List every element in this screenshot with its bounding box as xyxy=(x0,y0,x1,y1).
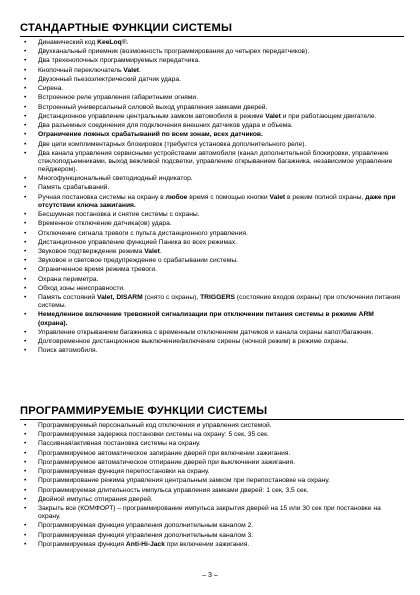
list-item xyxy=(20,329,404,337)
bold-text: Anti-Hi-Jack xyxy=(125,540,165,548)
bullet-icon: • xyxy=(24,338,27,346)
bullet-icon: • xyxy=(24,311,27,319)
bullet-icon: • xyxy=(24,458,27,466)
list-item xyxy=(20,311,404,327)
item-text: Программируемая функция управления дополнительным каналом 3. xyxy=(38,531,254,539)
item-text: Двузонный пьезоэлектрический датчик удара. xyxy=(38,75,181,83)
page-number: – 3 – xyxy=(202,572,218,579)
item-text: в режим полной охраны, xyxy=(285,193,366,201)
item-text: Многофункциональный светодиодный индикатор. xyxy=(38,175,193,183)
item-text: Сирена. xyxy=(38,85,64,93)
list-item xyxy=(20,184,404,192)
bullet-icon: • xyxy=(24,347,27,355)
item-text: Ограниченное время режима тревоги. xyxy=(38,266,157,274)
item-text: Звуковое подтверждение режима xyxy=(38,247,145,255)
list-item xyxy=(20,422,404,430)
list-item xyxy=(20,477,404,485)
item-text: Двухканальный приемник (возможность программирования до четырех передатчиков). xyxy=(38,48,310,56)
bullet-icon: • xyxy=(24,229,27,237)
bullet-icon: • xyxy=(24,477,27,485)
bullet-icon: • xyxy=(24,238,27,246)
item-text: Отключение сигнала тревоги с пульта дистанционного управления. xyxy=(38,229,248,237)
bullet-icon: • xyxy=(24,122,27,130)
list-item xyxy=(20,505,404,521)
list-item xyxy=(20,131,404,139)
list-item xyxy=(20,347,404,355)
bullet-icon: • xyxy=(24,66,27,74)
item-text: Программируемая функция перепостановки на охрану. xyxy=(38,468,210,476)
feature-list xyxy=(20,422,404,549)
item-text: (снято с охраны), xyxy=(142,294,201,302)
item-text: Два разъемных соединения для подключения внешних датчиков удара и объема. xyxy=(38,122,293,130)
item-text: Обход зоны неисправности. xyxy=(38,284,125,292)
list-item xyxy=(20,104,404,112)
item-text: Программируемое автоматическое запирание дверей при включении зажигания. xyxy=(38,449,291,457)
item-text: Программируемая функция управления дополнительным каналом 2. xyxy=(38,522,254,530)
list-item xyxy=(20,294,404,310)
item-text: Дистанционное управление центральным замком автомобиля в режиме xyxy=(38,112,266,120)
bold-text: Valet, DISARM xyxy=(96,294,143,302)
item-text: Программируемое автоматическое отпирание дверей при выключении зажигания. xyxy=(38,458,295,466)
bullet-icon: • xyxy=(24,505,27,513)
list-item xyxy=(20,338,404,346)
item-text: (состояние входов охраны) при отключении питания системы. xyxy=(38,294,401,310)
list-item xyxy=(20,276,404,284)
bullet-icon: • xyxy=(24,284,27,292)
item-text: Звуковое и световое предупреждение о срабатывании системы. xyxy=(38,257,239,265)
item-text: Два канала управления сервисными устройствами автомобиля (канал дополнительной блокировки, управление стеклоподъемниками, выход вежливой подсветки, управление открыванием багажника, независимое управление пейджером). xyxy=(38,149,393,173)
item-text: Программируемая длительность импульса управления замками дверей: 1 сек, 3,5 сек. xyxy=(38,486,309,494)
list-item xyxy=(20,85,404,93)
list-item xyxy=(20,141,404,149)
bullet-icon: • xyxy=(24,140,27,148)
item-text: Память срабатываний. xyxy=(38,184,110,192)
item-text: ®. xyxy=(121,39,129,46)
list-item xyxy=(20,122,404,130)
bold-text: TRIGGERS xyxy=(200,294,236,302)
list-item xyxy=(20,76,404,84)
feature-list xyxy=(20,39,404,355)
bullet-icon: • xyxy=(24,149,27,157)
bullet-icon: • xyxy=(24,440,27,448)
list-item xyxy=(20,248,404,256)
list-item xyxy=(20,532,404,540)
list-item xyxy=(20,230,404,238)
bullet-icon: • xyxy=(24,48,27,56)
item-text: Программируемая функция xyxy=(38,540,126,548)
bullet-icon: • xyxy=(24,220,27,228)
bullet-icon: • xyxy=(24,247,27,255)
list-item xyxy=(20,487,404,495)
bullet-icon: • xyxy=(24,112,27,120)
list-item xyxy=(20,194,404,210)
item-text: Программируемый персональный код отключения и управления системой. xyxy=(38,422,272,429)
item-text: Долговременное дистанционное выключение/включение сирены (ночной режим) в режиме охраны. xyxy=(38,338,349,346)
list-item xyxy=(20,48,404,56)
item-text: Встроенный универсальный силовой выход управления замками дверей. xyxy=(38,103,268,111)
item-text: Двойной импульс отпирания дверей. xyxy=(38,495,153,503)
list-item xyxy=(20,496,404,504)
item-text: Охрана периметра. xyxy=(38,275,99,283)
bold-text: KeeLoq xyxy=(97,39,122,46)
list-item xyxy=(20,440,404,448)
bullet-icon: • xyxy=(24,275,27,283)
bullet-icon: • xyxy=(24,540,27,548)
item-text: время с помощью кнопки xyxy=(187,193,270,201)
item-text: Кнопочный переключатель xyxy=(38,66,124,74)
bullet-icon: • xyxy=(24,449,27,457)
bold-text: Valet xyxy=(144,247,160,255)
item-text: Ручная постановка системы на охрану в xyxy=(38,193,166,201)
list-item xyxy=(20,57,404,65)
item-text: Два трехкнопочных программируемых передатчика. xyxy=(38,57,201,65)
list-item xyxy=(20,239,404,247)
bullet-icon: • xyxy=(24,85,27,93)
list-item xyxy=(20,450,404,458)
item-text: . xyxy=(139,66,141,74)
bullet-icon: • xyxy=(24,193,27,201)
list-item xyxy=(20,175,404,183)
bullet-icon: • xyxy=(24,57,27,65)
list-item xyxy=(20,67,404,75)
section-heading: ПРОГРАММИРУЕМЫЕ ФУНКЦИИ СИСТЕМЫ xyxy=(20,405,404,420)
bullet-icon: • xyxy=(24,184,27,192)
bold-text: Valet xyxy=(269,193,286,201)
item-text: и при работающем двигателе. xyxy=(280,112,377,120)
list-item xyxy=(20,431,404,439)
programmable-functions-section xyxy=(20,405,404,550)
list-item xyxy=(20,257,404,265)
standard-functions-section xyxy=(20,22,404,357)
bullet-icon: • xyxy=(24,103,27,111)
list-item xyxy=(20,220,404,228)
list-item xyxy=(20,266,404,274)
item-text: при включении зажигания. xyxy=(164,540,250,548)
item-text: Поиск автомобиля. xyxy=(38,347,98,355)
list-item xyxy=(20,113,404,121)
list-item xyxy=(20,541,404,549)
list-item xyxy=(20,459,404,467)
list-item xyxy=(20,522,404,530)
bullet-icon: • xyxy=(24,39,27,46)
bold-text: Ограничение ложных срабатываний по всем зонам, всех датчиков. xyxy=(38,131,263,139)
item-text: Встроенное реле управления габаритными огнями. xyxy=(38,94,199,102)
list-item xyxy=(20,468,404,476)
item-text: . xyxy=(159,247,162,255)
bold-text: Немедленное включение тревожной сигнализации при отключении питания системы в режиме ARM (охрана). xyxy=(38,311,374,327)
bold-text: Valet xyxy=(123,66,140,74)
bold-text: любое xyxy=(165,193,188,201)
bullet-icon: • xyxy=(24,211,27,219)
bullet-icon: • xyxy=(24,266,27,274)
section-heading: СТАНДАРТНЫЕ ФУНКЦИИ СИСТЕМЫ xyxy=(20,22,404,37)
bullet-icon: • xyxy=(24,257,27,265)
bullet-icon: • xyxy=(24,431,27,439)
bold-text: даже при отсутствии ключа зажигания. xyxy=(38,193,396,209)
list-item xyxy=(20,39,404,47)
item-text: Управление открыванием багажника с временным отключением датчиков и канала охраны капот/багажник. xyxy=(38,328,374,336)
list-item xyxy=(20,94,404,102)
item-text: Программируемая задержка постановки системы на охрану: 5 сек, 35 сек. xyxy=(38,431,269,439)
bullet-icon: • xyxy=(24,294,27,302)
bullet-icon: • xyxy=(24,468,27,476)
bullet-icon: • xyxy=(24,75,27,83)
bullet-icon: • xyxy=(24,175,27,183)
item-text: Динамический код xyxy=(38,39,98,46)
item-text: Программирование режима управления центральным замком при перепостановке на охрану. xyxy=(38,477,330,485)
item-text: Память состояний xyxy=(38,294,97,302)
list-item xyxy=(20,211,404,219)
item-text: Две цепи комплиментарных блокировок (требуется установка дополнительного реле). xyxy=(38,140,307,148)
item-text: Бесшумная постановка и снятие системы с охраны. xyxy=(38,211,200,219)
bold-text: Valet xyxy=(265,112,281,120)
item-text: Дистанционное управление функцией Паника во всех режимах. xyxy=(38,238,238,246)
bullet-icon: • xyxy=(24,131,27,139)
item-text: Пассивная/активная постановка системы на охрану. xyxy=(38,440,201,448)
item-text: Закрыть все (КОМФОРТ) – программирование импульса закрытия дверей на 15 или 30 сек при постановке на охрану. xyxy=(38,505,381,521)
bullet-icon: • xyxy=(24,422,27,429)
bullet-icon: • xyxy=(24,522,27,530)
item-text: Временное отключение датчика(ов) удара. xyxy=(38,220,172,228)
bullet-icon: • xyxy=(24,328,27,336)
bullet-icon: • xyxy=(24,531,27,539)
bullet-icon: • xyxy=(24,495,27,503)
list-item xyxy=(20,150,404,174)
bullet-icon: • xyxy=(24,486,27,494)
list-item xyxy=(20,285,404,293)
bullet-icon: • xyxy=(24,94,27,102)
